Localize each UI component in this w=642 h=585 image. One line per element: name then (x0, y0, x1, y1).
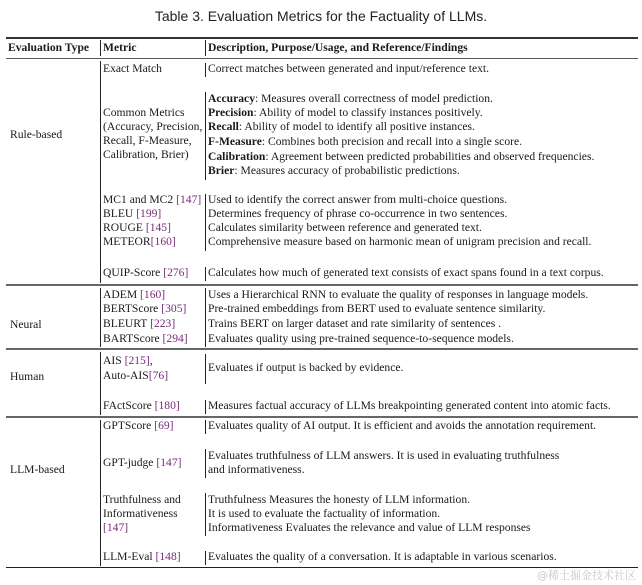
metric-gpt-judge (103, 456, 181, 470)
neural-metric-divider (100, 288, 101, 347)
citation-link[interactable]: [147] (103, 521, 129, 534)
metric-factscore (103, 399, 180, 413)
metric-name: LLM-Eval (103, 550, 156, 563)
evaluation-type-neural: Neural (10, 318, 42, 331)
metric-name: BLEURT (103, 317, 151, 330)
metric-line: Common Metrics (103, 106, 185, 119)
desc-rouge: Calculates similarity between reference and generated text. (208, 221, 482, 234)
llm-metric-divider (100, 420, 101, 566)
desc-ti-line-3: Informativeness Evaluates the relevance and value of LLM responses (208, 521, 531, 534)
desc-f-measure (208, 135, 522, 149)
desc-bartscore: Evaluates quality using pre-trained sequence-to-sequence models. (208, 332, 514, 345)
header-rule (6, 58, 638, 59)
desc-ti-line-2: It is used to evaluate the factuality of information. (208, 507, 441, 520)
desc-divider (205, 354, 206, 384)
rule-neural-divider (6, 284, 638, 286)
metric-bertscore (103, 302, 186, 316)
metric-name: GPT-judge (103, 456, 157, 469)
metric-quip-score (103, 266, 188, 280)
term: Calibration (208, 150, 266, 163)
desc-exact-match: Correct matches between generated and input/reference text. (208, 62, 490, 75)
desc-gpt-judge-line-2: and informativeness. (208, 463, 305, 476)
desc-calibration (208, 150, 594, 164)
evaluation-type-human: Human (10, 370, 45, 383)
term: Brier (208, 164, 235, 177)
definition: : Ability of model to identify all positive instances. (238, 120, 475, 133)
term: F-Measure (208, 135, 262, 148)
desc-divider (205, 267, 206, 281)
citation-link[interactable]: [180] (154, 399, 180, 412)
metric-gptscore (103, 419, 174, 433)
citation-link[interactable]: [276] (163, 266, 189, 279)
citation-link[interactable]: [147] (156, 456, 182, 469)
term: Accuracy (208, 92, 255, 105)
desc-divider (205, 400, 206, 414)
metric-name: MC1 and MC2 (103, 193, 177, 206)
evaluation-type-llm-based: LLM-based (10, 463, 65, 476)
citation-link[interactable]: [305] (161, 302, 187, 315)
metric-bartscore (103, 332, 188, 346)
citation-link[interactable]: [145] (145, 221, 171, 234)
citation-link[interactable]: [160] (140, 288, 166, 301)
desc-accuracy (208, 92, 493, 106)
desc-brier (208, 164, 460, 178)
metric-mc1-mc2 (103, 193, 201, 207)
desc-adem: Uses a Hierarchical RNN to evaluate the quality of responses in language models. (208, 288, 589, 301)
metric-name: AIS (103, 354, 125, 367)
header-divider-1 (100, 40, 101, 56)
metric-llm-eval (103, 550, 181, 564)
desc-divider (205, 63, 206, 77)
definition: : Measures accuracy of probabilistic predictions. (234, 164, 460, 177)
metric-truthfulness-informativeness (103, 493, 181, 507)
header-description: Description, Purpose/Usage, and Reference/Findings (208, 41, 468, 54)
metric-exact-match: Exact Match (103, 62, 162, 75)
metric-rouge (103, 221, 171, 235)
metric-line: Calibration, Brier) (103, 148, 189, 161)
metric-name: BARTScore (103, 332, 163, 345)
desc-precision (208, 106, 483, 120)
citation-link[interactable]: [76] (148, 369, 169, 382)
desc-ais: Evaluates if output is backed by evidence. (208, 361, 404, 374)
metric-name: QUIP-Score (103, 266, 164, 279)
evaluation-type-rule-based: Rule-based (10, 128, 63, 141)
definition: : Agreement between predicted probabilities and observed frequencies. (265, 150, 595, 163)
definition: : Combines both precision and recall into a single score. (261, 135, 523, 148)
citation-link[interactable]: [215] (124, 354, 150, 367)
definition: : Measures overall correctness of model prediction. (255, 92, 493, 105)
metric-bleurt (103, 317, 175, 331)
metric-auto-ais (103, 369, 168, 383)
metric-adem (103, 288, 165, 302)
desc-divider (205, 551, 206, 565)
metric-name: BERTScore (103, 302, 162, 315)
desc-recall (208, 120, 475, 134)
desc-gptscore: Evaluates quality of AI output. It is efficient and avoids the annotation requirement. (208, 419, 597, 432)
metric-line: (Accuracy, Precision, (103, 120, 203, 133)
header-evaluation-type: Evaluation Type (8, 41, 90, 54)
metric-name: ADEM (103, 288, 141, 301)
term: Recall (208, 120, 239, 133)
desc-divider (205, 493, 206, 536)
metric-truthfulness-informativeness-cite (103, 521, 128, 535)
top-rule (6, 37, 638, 39)
neural-human-divider (6, 348, 638, 350)
metric-name: ROUGE (103, 221, 146, 234)
desc-llm-eval: Evaluates the quality of a conversation. It is adaptable in various scenarios. (208, 550, 557, 563)
citation-link[interactable]: [223] (150, 317, 176, 330)
human-metric-divider (100, 352, 101, 415)
desc-quip-score: Calculates how much of generated text consists of exact spans found in a text corpus. (208, 266, 604, 279)
metric-bleu (103, 207, 161, 221)
table-caption: Table 3. Evaluation Metrics for the Factuality of LLMs. (154, 8, 488, 24)
desc-divider (205, 194, 206, 251)
metric-meteor (103, 235, 176, 249)
desc-bleu: Determines frequency of phrase co-occurrence in two sentences. (208, 207, 508, 220)
term: Precision (208, 106, 254, 119)
desc-bertscore: Pre-trained embeddings from BERT used to evaluate sentence similarity. (208, 302, 546, 315)
metric-name: METEOR (103, 235, 151, 248)
citation-link[interactable]: [294] (162, 332, 188, 345)
rule-metric-divider (100, 61, 101, 283)
human-llm-divider (6, 416, 638, 418)
citation-link[interactable]: [160] (150, 235, 176, 248)
separator: , (149, 354, 153, 367)
metric-name: GPTScore (103, 419, 155, 432)
desc-gpt-judge-line-1: Evaluates truthfulness of LLM answers. It is used in evaluating truthfulness (208, 449, 560, 462)
citation-link[interactable]: [69] (154, 419, 174, 432)
header-divider-2 (205, 40, 206, 56)
metric-name: BLEU (103, 207, 137, 220)
watermark: @稀土掘金技术社区 (537, 569, 636, 582)
metric-truthfulness-informativeness-line-2: Informativeness (103, 507, 178, 520)
desc-divider (205, 449, 206, 478)
desc-divider (205, 92, 206, 180)
citation-link[interactable]: [199] (136, 207, 162, 220)
metric-ais (103, 354, 153, 368)
citation-link[interactable]: [147] (176, 193, 202, 206)
desc-meteor: Comprehensive measure based on harmonic mean of unigram precision and recall. (208, 235, 592, 248)
definition: : Ability of model to classify instances positively. (253, 106, 483, 119)
metric-line: Recall, F-Measure, (103, 134, 192, 147)
header-metric: Metric (103, 41, 137, 54)
metric-name: Truthfulness and (103, 493, 181, 506)
desc-divider (205, 420, 206, 434)
desc-divider (205, 288, 206, 347)
metric-name: Auto-AIS (103, 369, 149, 382)
citation-link[interactable]: [148] (155, 550, 181, 563)
desc-bleurt: Trains BERT on larger dataset and rate similarity of sentences . (208, 317, 502, 330)
desc-ti-line-1: Truthfulness Measures the honesty of LLM information. (208, 493, 471, 506)
desc-mc1-mc2: Used to identify the correct answer from multi-choice questions. (208, 193, 508, 206)
metric-name: FActScore (103, 399, 155, 412)
desc-factscore: Measures factual accuracy of LLMs breakpointing generated content into atomic facts. (208, 399, 611, 412)
